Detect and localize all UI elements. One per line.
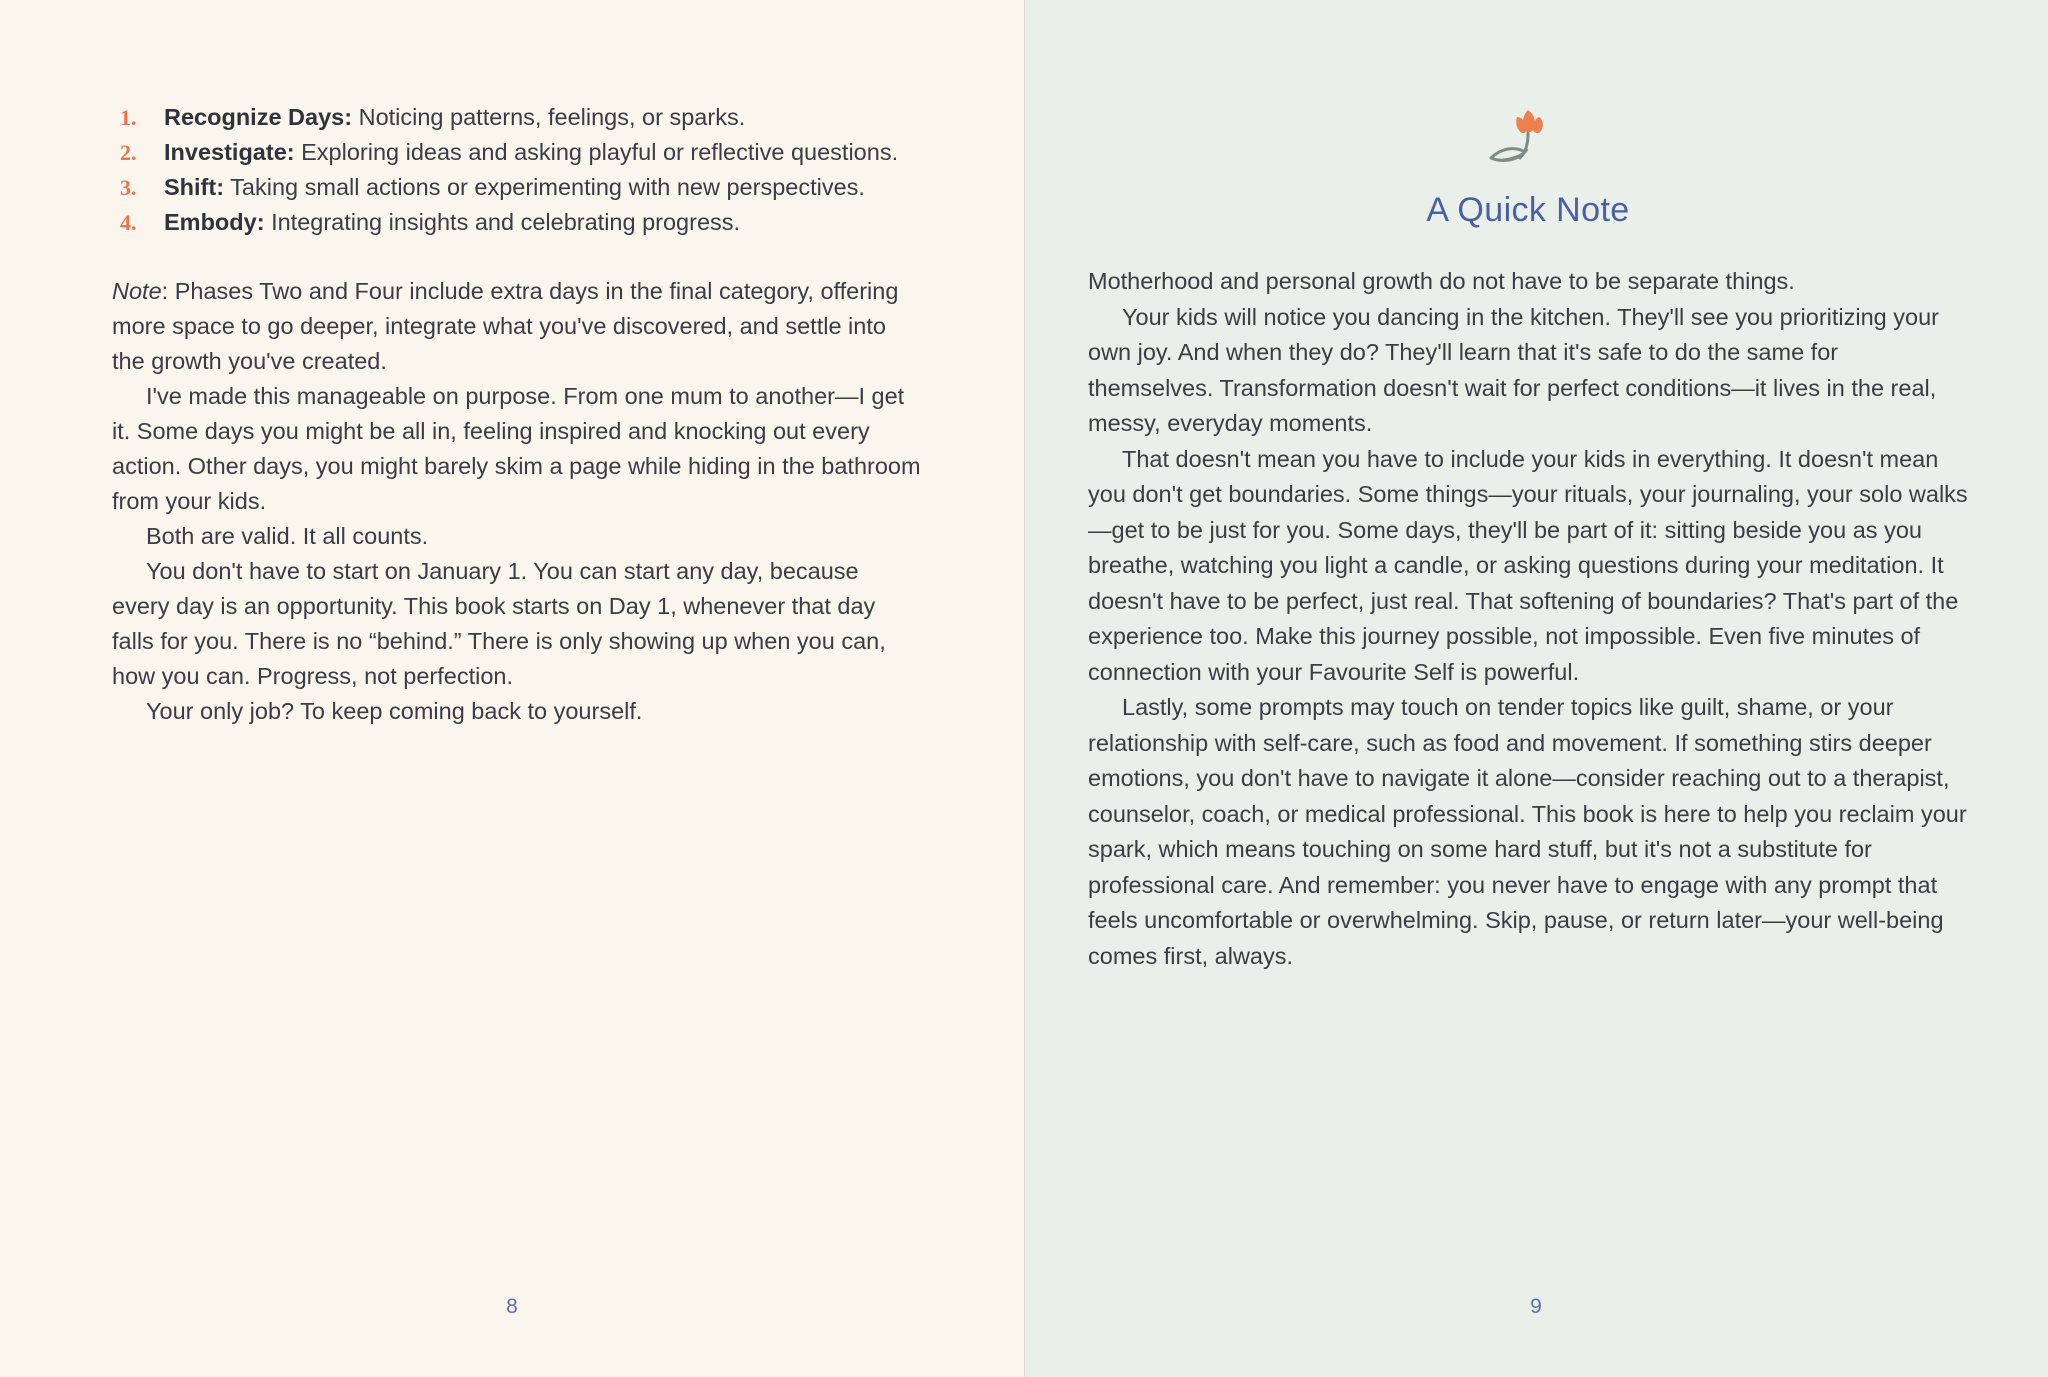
list-item-text: Integrating insights and celebrating progress. bbox=[271, 209, 741, 235]
note-paragraph bbox=[112, 274, 922, 379]
list-item bbox=[112, 100, 922, 135]
list-item-term: Shift: bbox=[164, 174, 225, 200]
left-page-content bbox=[112, 100, 922, 729]
note-label: Note bbox=[112, 278, 162, 304]
list-item bbox=[112, 170, 922, 205]
body-paragraph: You don't have to start on January 1. You can start any day, because every day is an opportunity. This book starts on Day 1, whenever that day falls for you. There is no “behind.” There is only showing up when you can, how you can. Progress, not perfection. bbox=[112, 558, 886, 689]
body-paragraph: Your only job? To keep coming back to yourself. bbox=[146, 698, 643, 724]
list-item-number: 2. bbox=[120, 140, 137, 165]
body-paragraph: Your kids will notice you dancing in the kitchen. They'll see you prioritizing your own joy. And when they do? They'll learn that it's safe to do the same for themselves. Transformation doesn't wait for perfect conditions—it lives in the real, messy, everyday moments. bbox=[1088, 303, 1939, 436]
page-number-left: 8 bbox=[506, 1295, 518, 1318]
list-item-number: 1. bbox=[120, 105, 137, 130]
right-page-content bbox=[1088, 100, 1968, 974]
body-paragraph: Both are valid. It all counts. bbox=[146, 523, 429, 549]
page-title: A Quick Note bbox=[1426, 191, 1630, 229]
tulip-flower-icon bbox=[1088, 100, 1968, 177]
list-item bbox=[112, 205, 922, 240]
list-item-number: 3. bbox=[120, 175, 137, 200]
body-paragraph: Motherhood and personal growth do not have to be separate things. bbox=[1088, 268, 1795, 294]
page-number-right: 9 bbox=[1530, 1295, 1542, 1318]
list-item-number: 4. bbox=[120, 210, 137, 235]
list-item-term: Embody: bbox=[164, 209, 265, 235]
list-item-text: Noticing patterns, feelings, or sparks. bbox=[358, 104, 746, 130]
body-paragraph: Lastly, some prompts may touch on tender topics like guilt, shame, or your relationship with self-care, such as food and movement. If something stirs deeper emotions, you don't have to navigate it alone—consider reaching out to a therapist, counselor, coach, or medical professional. This book is here to help you reclaim your spark, which means touching on some hard stuff, but it's not a substitute for professional care. And remember: you never have to engage with any prompt that feels uncomfortable or overwhelming. Skip, pause, or return later—your well-being comes first, always. bbox=[1088, 694, 1967, 969]
list-item-text: Taking small actions or experimenting with new perspectives. bbox=[230, 174, 865, 200]
list-item-text: Exploring ideas and asking playful or reflective questions. bbox=[301, 139, 899, 165]
gutter-divider bbox=[1024, 0, 1025, 1377]
body-paragraph: I've made this manageable on purpose. From one mum to another—I get it. Some days you might be all in, feeling inspired and knocking out every action. Other days, you might barely skim a page while hiding in the bathroom from your kids. bbox=[112, 383, 921, 514]
note-text: : Phases Two and Four include extra days in the final category, offering more space to go deeper, integrate what you've discovered, and settle into the growth you've created. bbox=[112, 278, 899, 374]
list-item bbox=[112, 135, 922, 170]
phase-list bbox=[112, 100, 922, 240]
list-item-term: Investigate: bbox=[164, 139, 295, 165]
right-page bbox=[1024, 0, 2048, 1377]
list-item-term: Recognize Days: bbox=[164, 104, 353, 130]
body-paragraph: That doesn't mean you have to include your kids in everything. It doesn't mean you don't get boundaries. Some things—your rituals, your journaling, your solo walks—get to be just for you. Some days, they'll be part of it: sitting beside you as you breathe, watching you light a candle, or asking questions during your meditation. It doesn't have to be perfect, just real. That softening of boundaries? That's part of the experience too. Make this journey possible, not impossible. Even five minutes of connection with your Favourite Self is powerful. bbox=[1088, 445, 1968, 685]
